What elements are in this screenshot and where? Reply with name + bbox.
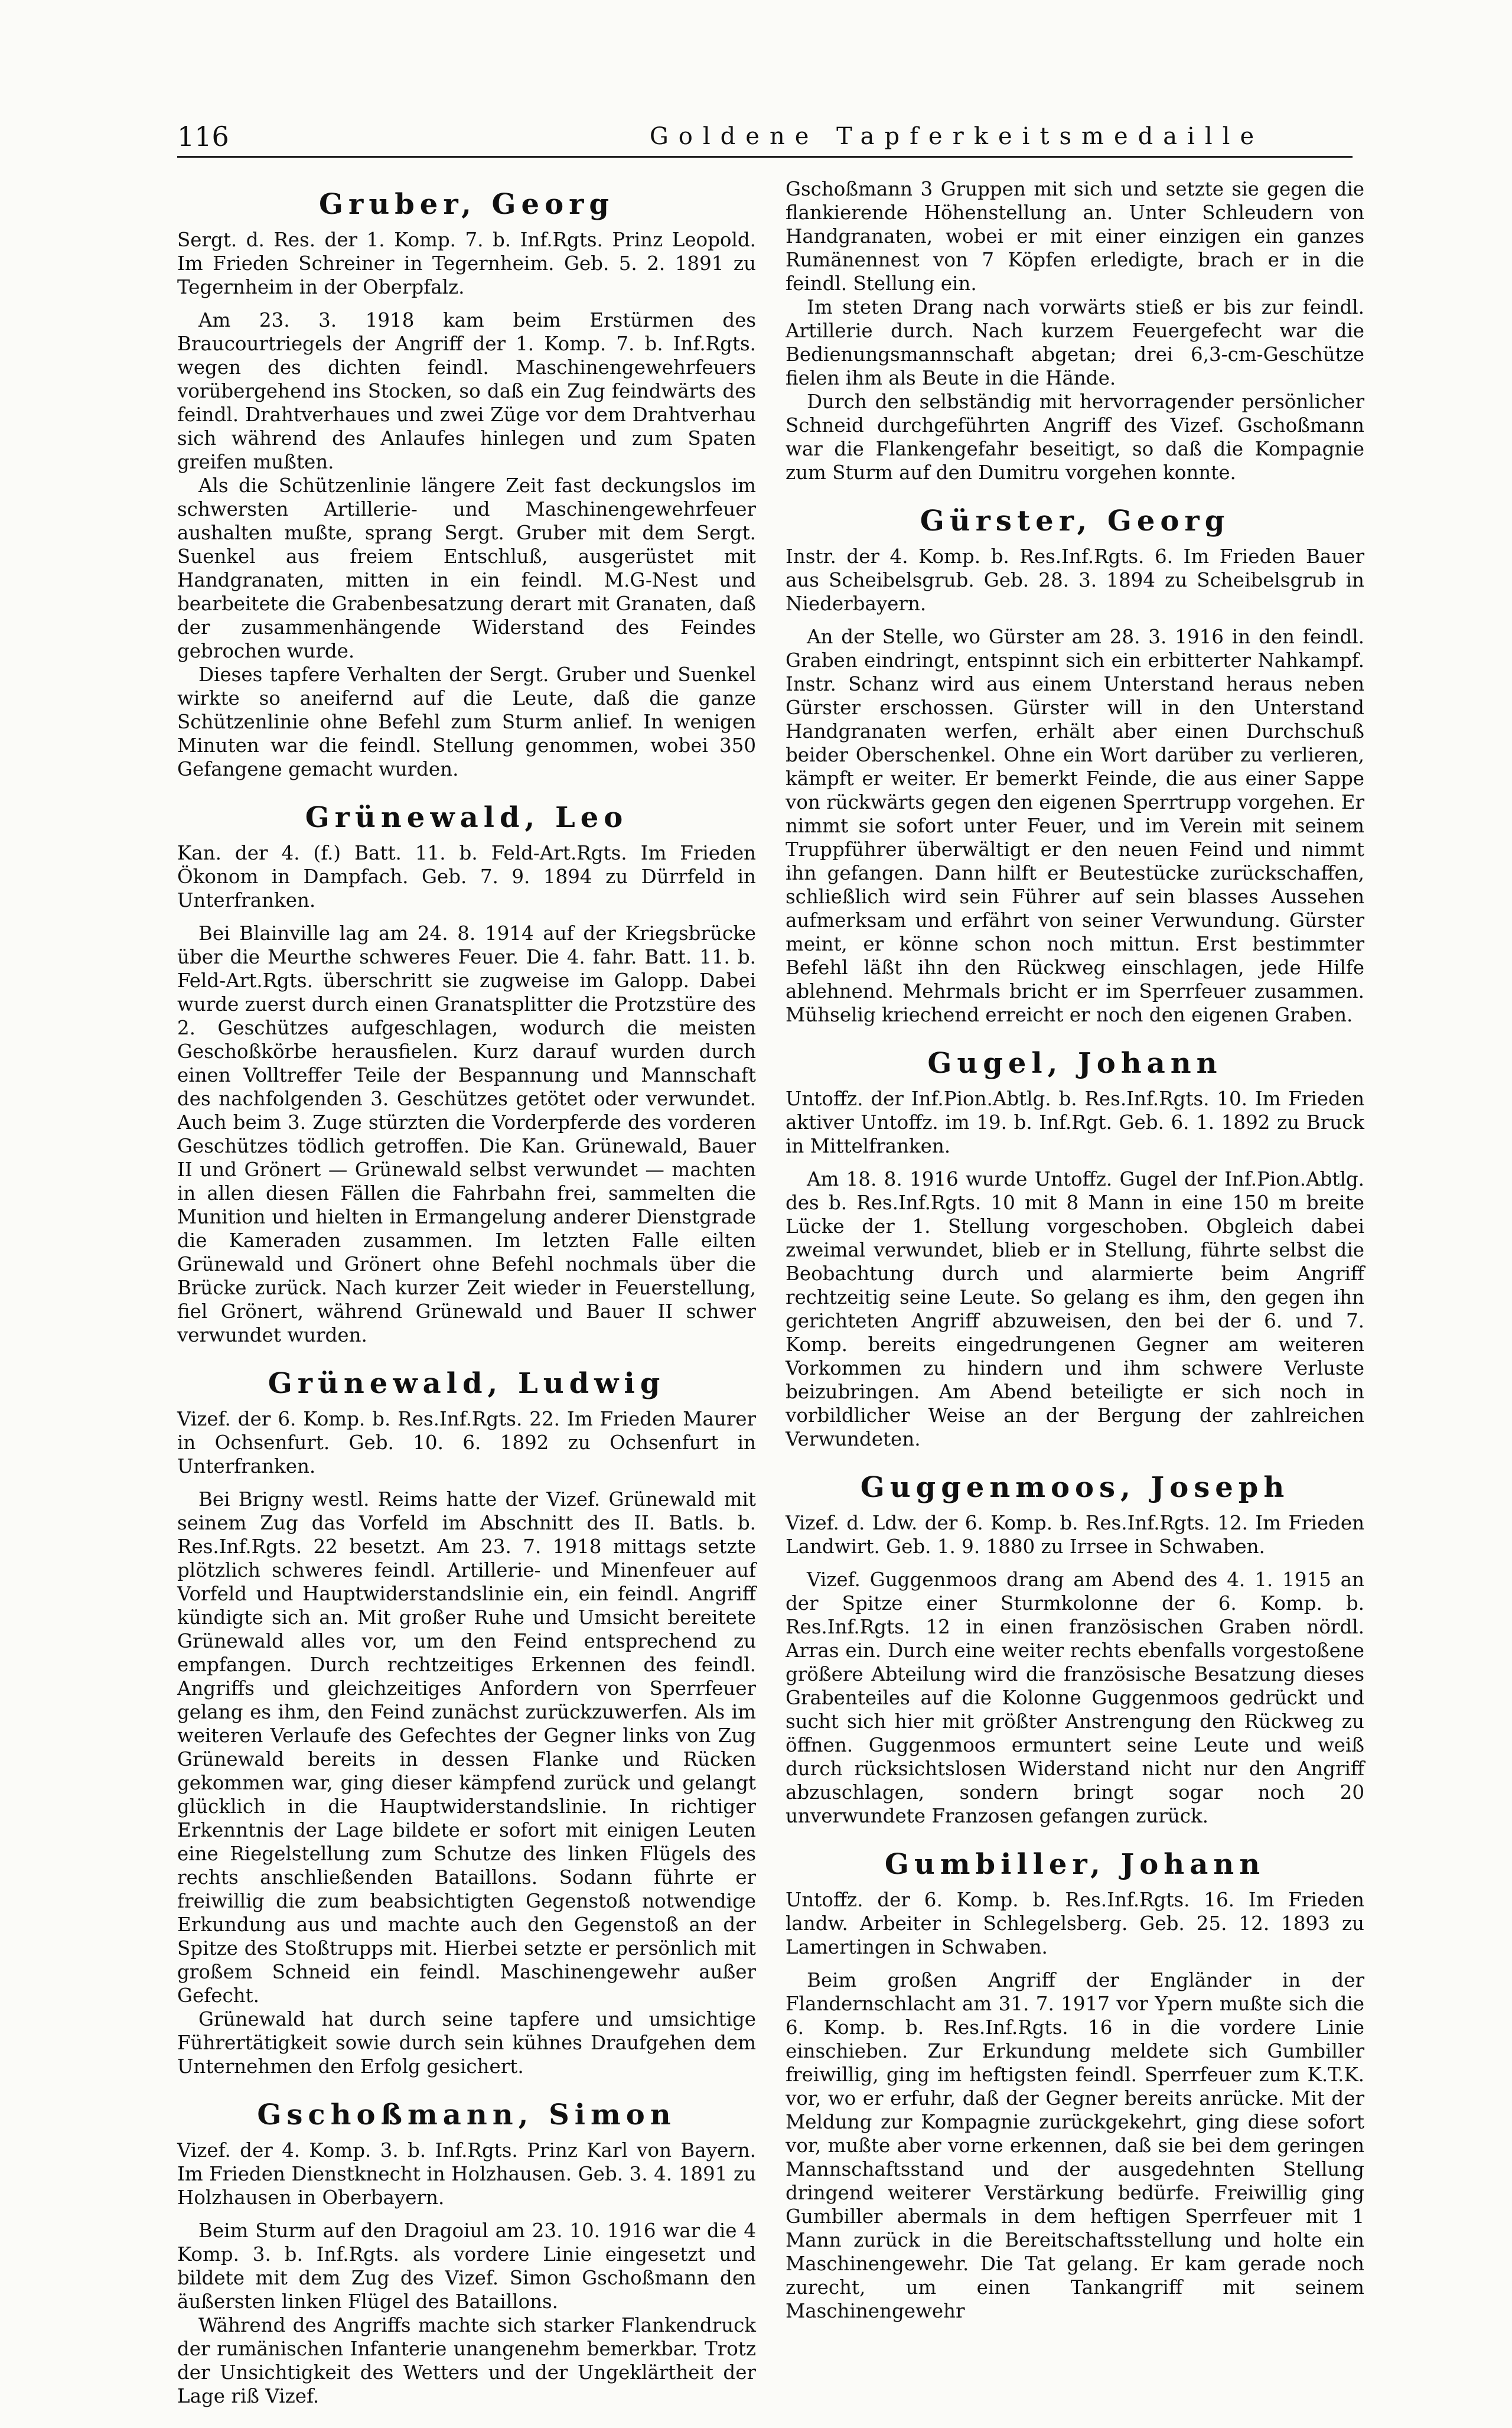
entry-guerster <box>786 505 1364 1027</box>
paragraph: Beim Sturm auf den Dragoiul am 23. 10. 1916 war die 4 Komp. 3. b. Inf.Rgts. als vordere Linie eingesetzt und bildete mit dem Zug des Vizef. Simon Gschoßmann den äußersten linken Flügel des Bataillons. <box>177 2219 756 2313</box>
paragraph: Grünewald hat durch seine tapfere und umsichtige Führertätigkeit sowie durch sein kühnes Draufgehen dem Unternehmen den Erfolg gesichert. <box>177 2008 756 2078</box>
entry-name: Grünewald, Leo <box>305 801 628 834</box>
entry-meta: Instr. der 4. Komp. b. Res.Inf.Rgts. 6. Im Frieden Bauer aus Scheibelsgrub. Geb. 28. 3. 1894 zu Scheibelsgrub in Niederbayern. <box>786 545 1364 615</box>
entry-name: Gschoßmann, Simon <box>257 2098 676 2131</box>
entry-meta: Vizef. der 4. Komp. 3. b. Inf.Rgts. Prinz Karl von Bayern. Im Frieden Dienstknecht in Holzhausen. Geb. 3. 4. 1891 zu Holzhausen in Oberbayern. <box>177 2139 756 2209</box>
paragraph: Als die Schützenlinie längere Zeit fast deckungslos im schwersten Artillerie- und Maschinengewehrfeuer aushalten mußte, sprang Sergt. Gruber mit dem Sergt. Suenkel aus freiem Entschluß, ausgerüstet mit Handgranaten, mitten in ein feindl. M.G-Nest und bearbeitete die Grabenbesatzung derart mit Granaten, daß der zusammenhängende Widerstand des Feindes gebrochen wurde. <box>177 474 756 662</box>
paragraph: Am 18. 8. 1916 wurde Untoffz. Gugel der Inf.Pion.Abtlg. des b. Res.Inf.Rgts. 10 mit 8 Mann in eine 150 m breite Lücke der 1. Stellung vorgeschoben. Obgleich dabei zweimal verwundet, blieb er in Stellung, führte selbst die Beobachtung durch und alarmierte beim Angriff rechtzeitig seine Leute. So gelang es ihm, den gegen ihn gerichteten Angriff abzuweisen, den bei der 6. und 7. Komp. bereits eingedrungenen Gegner am weiteren Vorkommen zu hindern und ihm schwere Verluste beizubringen. Am Abend beteiligte er sich noch in vorbildlicher Weise an der Bergung der zahlreichen Verwundeten. <box>786 1168 1364 1450</box>
entry-name: Guggenmoos, Joseph <box>860 1471 1290 1504</box>
entry-gschossmann-continued <box>786 177 1364 484</box>
entry-meta: Sergt. d. Res. der 1. Komp. 7. b. Inf.Rgts. Prinz Leopold. Im Frieden Schreiner in Tegernheim. Geb. 5. 2. 1891 zu Tegernheim in der Oberpfalz. <box>177 229 756 298</box>
entry-gugel <box>786 1047 1364 1451</box>
paragraph: Bei Brigny westl. Reims hatte der Vizef. Grünewald mit seinem Zug das Vorfeld im Abschnitt des II. Batls. b. Res.Inf.Rgts. 22 besetzt. Am 23. 7. 1918 mittags setzte plötzlich schweres feindl. Artillerie- und Minenfeuer auf Vorfeld und Hauptwiderstandslinie ein, ein feindl. Angriff kündigte sich an. Mit großer Ruhe und Umsicht bereitete Grünewald alles vor, um den Feind entsprechend zu empfangen. Durch rechtzeitiges Erkennen des feindl. Angriffs und gleichzeitiges Anfordern von Sperrfeuer gelang es ihm, den Feind zunächst zurückzuwerfen. Als im weiteren Verlaufe des Gefechtes der Gegner links von Zug Grünewald bereits in dessen Flanke und Rücken gekommen war, ging dieser kämpfend zurück und gelangt glücklich in die Hauptwiderstandslinie. In richtiger Erkenntnis der Lage bildete er sofort mit einigen Leuten eine Riegelstellung zum Schutze des linken Flügels des rechts anschließenden Bataillons. Sodann führte er freiwillig die zum beabsichtigten Gegenstoß notwendige Erkundung aus und machte auch den Gegenstoß an der Spitze des Stoßtrupps mit. Hierbei setzte er persönlich mit großem Schneid ein feindl. Maschinengewehr außer Gefecht. <box>177 1488 756 2007</box>
entry-name: Gumbiller, Johann <box>884 1848 1266 1881</box>
running-title: Goldene Tapferkeitsmedaille <box>649 123 1265 150</box>
entry-meta: Vizef. d. Ldw. der 6. Komp. b. Res.Inf.Rgts. 12. Im Frieden Landwirt. Geb. 1. 9. 1880 zu Irrsee in Schwaben. <box>786 1512 1364 1558</box>
paragraph: Beim großen Angriff der Engländer in der Flandernschlacht am 31. 7. 1917 vor Ypern mußte sich die 6. Komp. b. Res.Inf.Rgts. 16 in die vordere Linie einschieben. Zur Erkundung meldete sich Gumbiller freiwillig, ging im heftigsten feindl. Sperrfeuer zum K.T.K. vor, wo er erfuhr, daß der Gegner bereits anrücke. Mit der Meldung zur Kompagnie zurückgekehrt, ging diese sofort vor, mußte aber vorne erkennen, daß sie bei dem geringen Mannschaftsstand und der ausgedehnten Stellung dringend weiterer Verstärkung bedürfe. Freiwillig ging Gumbiller abermals in dem heftigen Sperrfeuer mit 1 Mann zurück in die Bereitschaftsstellung und holte ein Maschinengewehr. Die Tat gelang. Er kam gerade noch zurecht, um einen Tankangriff mit seinem Maschinengewehr <box>786 1969 1364 2322</box>
entry-gruber <box>177 188 756 781</box>
paragraph: Vizef. Guggenmoos drang am Abend des 4. 1. 1915 an der Spitze einer Sturmkolonne der 6. Komp. b. Res.Inf.Rgts. 12 in einen französischen Graben nördl. Arras ein. Durch eine weiter rechts ebenfalls vorgestoßene größere Abteilung wird die französische Besatzung dieses Grabenteiles auf die Kolonne Guggenmoos gedrückt und sucht sich hier mit größter Anstrengung den Rückweg zu öffnen. Guggenmoos ermuntert seine Leute und weiß durch rücksichtslosen Widerstand nicht nur den Angriff abzuschlagen, sondern bringt sogar noch 20 unverwundete Franzosen gefangen zurück. <box>786 1568 1364 1827</box>
entry-name: Gürster, Georg <box>920 505 1230 538</box>
paragraph: Gschoßmann 3 Gruppen mit sich und setzte sie gegen die flankierende Höhenstellung an. Unter Schleudern von Handgranaten, wobei er mit einer einzigen ein ganzes Rumänennest von 7 Köpfen erledigte, brach er in die feindl. Stellung ein. <box>786 178 1364 295</box>
paragraph: Während des Angriffs machte sich starker Flankendruck der rumänischen Infanterie unangenehm bemerkbar. Trotz der Unsichtigkeit des Wetters und der Ungeklärtheit der Lage riß Vizef. <box>177 2314 756 2407</box>
page-header <box>177 118 1353 158</box>
paragraph: Im steten Drang nach vorwärts stieß er bis zur feindl. Artillerie durch. Nach kurzem Feuergefecht war die Bedienungsmannschaft abgetan; drei 6,3-cm-Geschütze fielen ihm als Beute in die Hände. <box>786 296 1364 389</box>
entry-guggenmoos <box>786 1471 1364 1828</box>
paragraph: An der Stelle, wo Gürster am 28. 3. 1916 in den feindl. Graben eindringt, entspinnt sich ein erbitterter Nahkampf. Instr. Schanz wird aus einem Unterstand heraus neben Gürster erschossen. Gürster will in den Unterstand Handgranaten werfen, erhält aber einen Durchschuß beider Oberschenkel. Ohne ein Wort darüber zu verlieren, kämpft er weiter. Er bemerkt Feinde, die aus einer Sappe von rückwärts gegen den eigenen Sperrtrupp vorgehen. Er nimmt sie sofort unter Feuer, und im Verein mit seinem Truppführer überwältigt er den neuen Feind und nimmt ihn gefangen. Dann hilft er Beutestücke zurückschaffen, schließlich wird sein Führer auf sein blasses Aussehen aufmerksam und erfährt von seiner Verwundung. Gürster meint, er könne schon noch mittun. Erst bestimmter Befehl läßt ihn den Rückweg einschlagen, jede Hilfe ablehnend. Mehrmals bricht er im Sperrfeuer zusammen. Mühselig kriechend erreicht er noch den eigenen Graben. <box>786 626 1364 1026</box>
entry-name: Gugel, Johann <box>927 1047 1223 1080</box>
entry-gruenewald-leo <box>177 801 756 1347</box>
entry-gumbiller <box>786 1848 1364 2323</box>
entry-gruenewald-ludwig <box>177 1367 756 2078</box>
entry-gschossmann <box>177 2098 756 2408</box>
entry-name: Grünewald, Ludwig <box>268 1367 666 1400</box>
paragraph: Durch den selbständig mit hervorragender persönlicher Schneid durchgeführten Angriff des Vizef. Gschoßmann war die Flankengefahr beseitigt, so daß die Kompagnie zum Sturm auf den Dumitru vorgehen konnte. <box>786 390 1364 484</box>
entry-meta: Untoffz. der 6. Komp. b. Res.Inf.Rgts. 16. Im Frieden landw. Arbeiter in Schlegelsberg. Geb. 25. 12. 1893 zu Lamertingen in Schwaben. <box>786 1889 1364 1958</box>
paragraph: Am 23. 3. 1918 kam beim Erstürmen des Braucourtriegels der Angriff der 1. Komp. 7. b. Inf.Rgts. wegen des dichten feindl. Maschinengewehrfeuers vorübergehend ins Stocken, so daß ein Zug feindwärts des feindl. Drahtverhaues und zwei Züge vor dem Drahtverhau sich während des Anlaufes hinlegen und zum Spaten greifen mußten. <box>177 309 756 473</box>
entry-name: Gruber, Georg <box>319 188 614 221</box>
entry-meta: Vizef. der 6. Komp. b. Res.Inf.Rgts. 22. Im Frieden Maurer in Ochsenfurt. Geb. 10. 6. 1892 zu Ochsenfurt in Unterfranken. <box>177 1408 756 1477</box>
entry-meta: Kan. der 4. (f.) Batt. 11. b. Feld-Art.Rgts. Im Frieden Ökonom in Dampfach. Geb. 7. 9. 1894 zu Dürrfeld in Unterfranken. <box>177 842 756 912</box>
right-column <box>786 177 1364 2343</box>
paragraph: Dieses tapfere Verhalten der Sergt. Gruber und Suenkel wirkte so aneifernd auf die Leute, daß die ganze Schützenlinie ohne Befehl zum Sturm anlief. In wenigen Minuten war die feindl. Stellung genommen, wobei 350 Gefangene gemacht wurden. <box>177 663 756 780</box>
entry-meta: Untoffz. der Inf.Pion.Abtlg. b. Res.Inf.Rgts. 10. Im Frieden aktiver Untoffz. im 19. b. Inf.Rgt. Geb. 6. 1. 1892 zu Bruck in Mittelfranken. <box>786 1088 1364 1157</box>
left-column <box>177 177 756 2428</box>
page-number: 116 <box>177 121 229 152</box>
paragraph: Bei Blainville lag am 24. 8. 1914 auf der Kriegsbrücke über die Meurthe schweres Feuer. Die 4. fahr. Batt. 11. b. Feld-Art.Rgts. überschritt sie zugweise im Galopp. Dabei wurde zuerst durch einen Granatsplitter die Protzstüre des 2. Geschützes aufgeschlagen, wodurch die meisten Geschoßkörbe herausfielen. Kurz darauf wurden durch einen Volltreffer Teile der Bespannung und Mannschaft des nachfolgenden 3. Geschützes getötet oder verwundet. Auch beim 3. Zuge stürzten die Vorderpferde des vorderen Geschützes tödlich getroffen. Die Kan. Grünewald, Bauer II und Grönert — Grünewald selbst verwundet — machten in allen diesen Fällen die Fahrbahn frei, sammelten die Munition und hielten in Ermangelung anderer Dienstgrade die Kameraden zusammen. Im letzten Falle eilten Grünewald und Grönert ohne Befehl nochmals über die Brücke zurück. Nach kurzer Zeit wieder in Feuerstellung, fiel Grönert, während Grünewald und Bauer II schwer verwundet wurden. <box>177 922 756 1346</box>
